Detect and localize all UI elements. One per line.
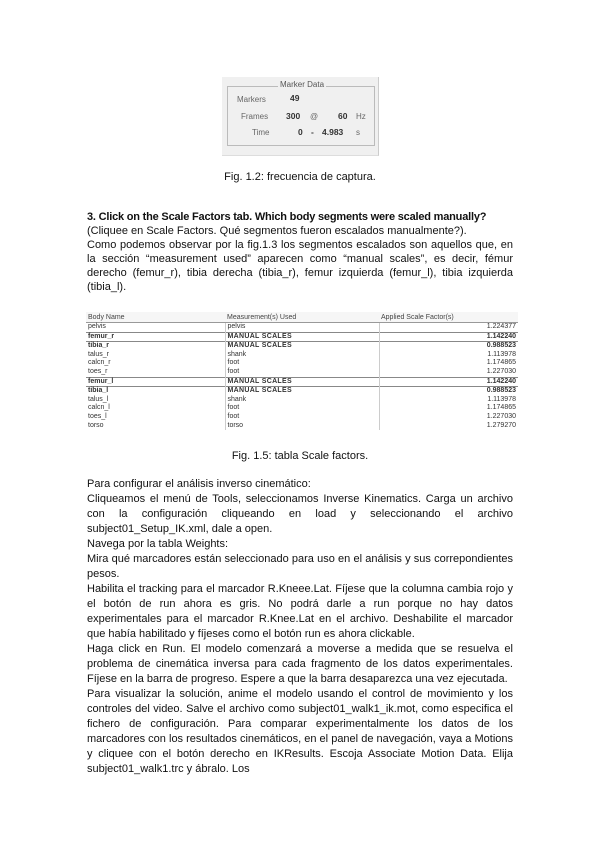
measurement-cell: foot	[225, 404, 379, 413]
figure-caption-1-5: Fig. 1.5: tabla Scale factors.	[231, 450, 369, 462]
body-name-cell: toes_l	[86, 413, 225, 422]
measurement-cell: shank	[225, 396, 379, 405]
measurement-cell: shank	[225, 351, 379, 360]
time-end: 4.983	[322, 127, 344, 137]
body-name-cell: femur_r	[86, 332, 225, 342]
rate-unit: Hz	[356, 112, 366, 121]
markers-value: 49	[290, 93, 300, 103]
time-unit: s	[356, 128, 360, 137]
body-name-cell: toes_r	[86, 368, 225, 377]
body-name-cell: femur_l	[86, 377, 225, 387]
header-body-name: Body Name	[86, 312, 225, 323]
measurement-cell: MANUAL SCALES	[225, 332, 379, 342]
paragraph: Cliqueamos el menú de Tools, seleccionamos Inverse Kinematics. Carga un archivo con la configuración cliqueando en load y seleccionando el archivo subject01_Setup_IK.xml, dale a open.	[87, 493, 513, 535]
table-row[interactable]	[86, 359, 518, 368]
marker-data-panel	[222, 77, 379, 156]
body-name-cell: tibia_l	[86, 387, 225, 396]
table-row[interactable]	[86, 413, 518, 422]
scale-factor-cell: 1.279270	[486, 421, 516, 429]
scale-factor-cell: 1.174865	[486, 359, 516, 367]
marker-data-title: Marker Data	[280, 80, 325, 89]
table-row[interactable]	[86, 377, 518, 387]
marker-data-group	[227, 80, 375, 146]
measurement-cell: foot	[225, 368, 379, 377]
body-name-cell: calcn_r	[86, 359, 225, 368]
measurement-cell: pelvis	[225, 323, 379, 333]
scale-factor-cell: 1.227030	[486, 412, 516, 420]
instructions	[87, 477, 513, 777]
table-row[interactable]	[86, 396, 518, 405]
body-name-cell: talus_l	[86, 396, 225, 405]
table-row[interactable]	[86, 422, 518, 431]
question-spanish: (Cliquee en Scale Factors. Qué segmentos fueron escalados manualmente?).	[87, 225, 467, 237]
scale-factor-cell: 1.142240	[379, 332, 518, 342]
scale-factor-cell: 1.142240	[379, 377, 518, 387]
frames-value: 300	[286, 111, 301, 121]
time-dash: -	[311, 127, 314, 137]
measurement-cell: MANUAL SCALES	[225, 342, 379, 351]
paragraph: Para configurar el análisis inverso cinemático:	[87, 478, 311, 490]
paragraph: Haga click en Run. El modelo comenzará a moverse a medida que se resuelva el problema de cinemática inversa para cada fragmento de los datos experimentales. Fíjese en la barra de progreso. Espere a que la barra desaparezca una vez ejecutada.	[87, 643, 513, 685]
table-row[interactable]	[86, 351, 518, 360]
table-row[interactable]	[86, 342, 518, 351]
scale-factor-cell: 0.988523	[379, 387, 518, 396]
paragraph: Para visualizar la solución, anime el modelo usando el control de movimiento y los controles del video. Salve el archivo como subject01_walk1_ik.mot, como especifica el fichero de configuración. Para comparar experimentalmente los datos de los marcadores con los resultados cinemáticos, en el panel de navegación, vaya a Motions y cliquee con el botón derecho en IKResults. Escoja Associate Motion Data. Elija subject01_walk1.trc y ábralo. Los	[87, 688, 513, 775]
body-name-cell: calcn_l	[86, 404, 225, 413]
markers-label: Markers	[237, 95, 266, 104]
body-name-cell: pelvis	[86, 323, 225, 333]
measurement-cell: torso	[225, 422, 379, 431]
question-block	[87, 210, 513, 294]
table-row[interactable]	[86, 332, 518, 342]
table-row[interactable]	[86, 404, 518, 413]
scale-factor-cell: 1.113978	[487, 350, 516, 358]
table-row[interactable]	[86, 368, 518, 377]
header-scale-factor: Applied Scale Factor(s)	[379, 312, 518, 323]
time-label: Time	[252, 128, 270, 137]
scale-factor-cell: 1.224377	[486, 323, 516, 330]
body-name-cell: torso	[86, 422, 225, 431]
body-name-cell: talus_r	[86, 351, 225, 360]
measurement-cell: MANUAL SCALES	[225, 387, 379, 396]
time-start: 0	[298, 127, 303, 137]
header-measurement: Measurement(s) Used	[225, 312, 379, 323]
measurement-cell: foot	[225, 413, 379, 422]
table-row[interactable]	[86, 323, 518, 333]
frames-label: Frames	[241, 112, 269, 121]
paragraph: Mira qué marcadores están seleccionado para uso en el análisis y sus correpondientes pesos.	[87, 553, 513, 580]
paragraph: Habilita el tracking para el marcador R.Kneee.Lat. Fíjese que la columna cambia rojo y el botón de run ahora es gris. No podrá darle a run porque no hay datos experimentales para el marcador R.Knee.Lat en el archivo. Deshabilite el marcador que había habilitado y fíjeses como el botón run es ahora clickable.	[87, 583, 513, 640]
table-row[interactable]	[86, 387, 518, 396]
question-heading: 3. Click on the Scale Factors tab. Which body segments were scaled manually?	[87, 211, 487, 223]
scale-factor-cell: 0.988523	[379, 342, 518, 351]
scale-factor-cell: 1.174865	[486, 404, 516, 412]
scale-factor-cell: 1.113978	[487, 395, 516, 403]
body-name-cell: tibia_r	[86, 342, 225, 351]
measurement-cell: MANUAL SCALES	[225, 377, 379, 387]
measurement-cell: foot	[225, 359, 379, 368]
answer-text: Como podemos observar por la fig.1.3 los segmentos escalados son aquellos que, en la sección “measurement used” aparecen como “manual scales”, es decir, fémur derecho (femur_r), tibia derecha (tibia_r), femur izquierda (femur_l), tibia izquierda (tibia_l).	[87, 239, 513, 293]
rate-value: 60	[338, 111, 348, 121]
scale-factors-table	[86, 312, 518, 430]
at-symbol: @	[310, 112, 319, 121]
scale-factor-cell: 1.227030	[486, 367, 516, 375]
paragraph: Navega por la tabla Weights:	[87, 538, 229, 550]
figure-caption-1-2: Fig. 1.2: frecuencia de captura.	[224, 171, 376, 183]
